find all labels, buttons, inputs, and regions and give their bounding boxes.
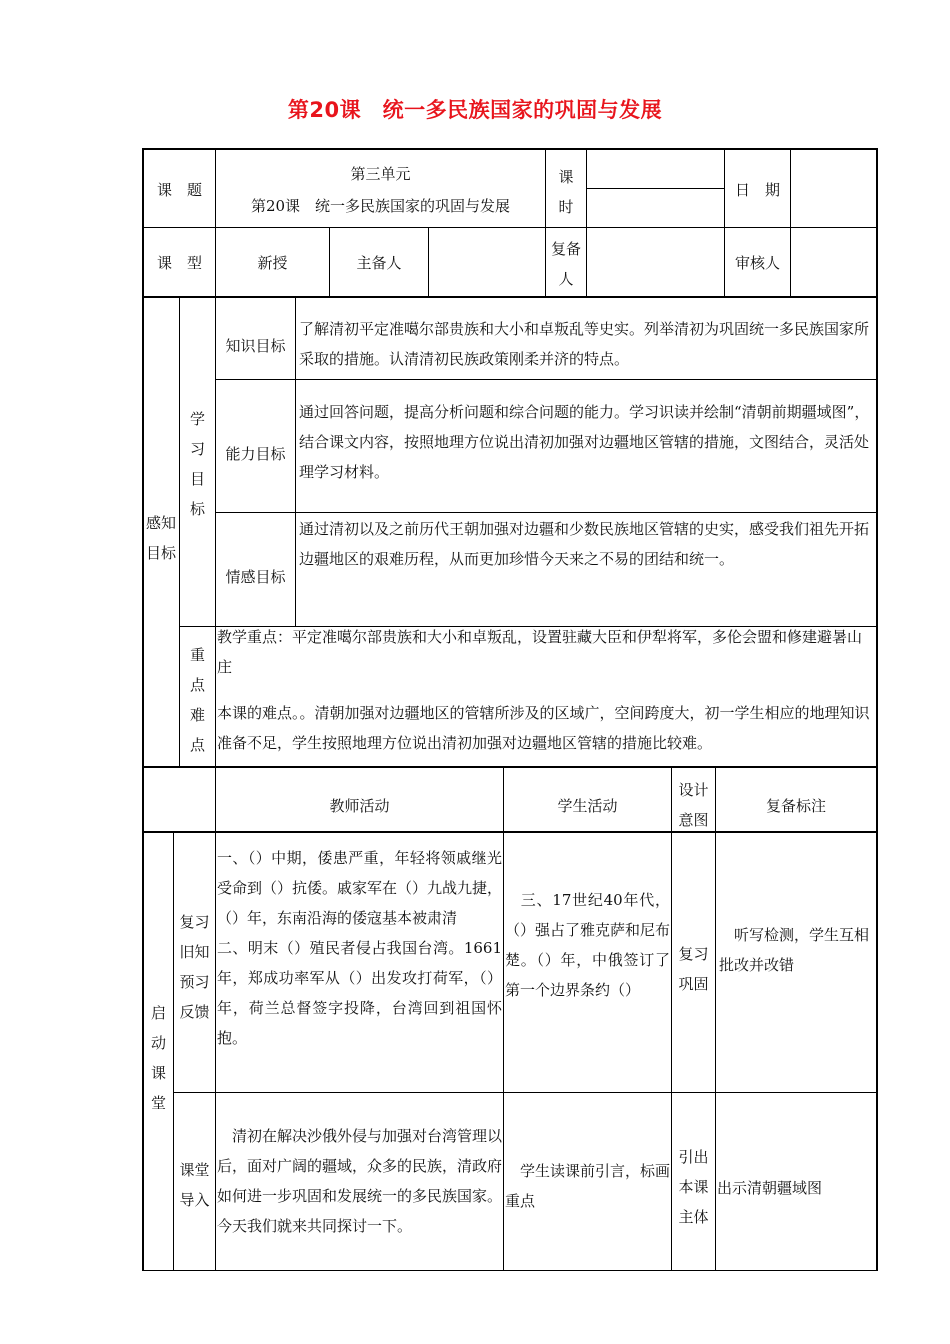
cell-zhubei-label xyxy=(329,227,429,298)
cell-row2-label xyxy=(173,1092,216,1271)
unit-name: 第三单元 xyxy=(350,165,411,183)
cell-riqi-value xyxy=(790,148,878,228)
shenhe-label: 审核人 xyxy=(734,254,780,272)
emotion-text: 通过清初以及之前历代王朝加强对边疆和少数民族地区管辖的史实，感受我们祖先开拓边疆地区的艰难历程，从而更加珍惜今天来之不易的团结和统一。 xyxy=(299,520,870,568)
design-intent-header: 设计 意图 xyxy=(678,781,709,829)
cell-keti-label xyxy=(142,148,216,228)
keti-label: 课 题 xyxy=(156,181,202,199)
cell-review-header xyxy=(715,766,878,832)
cell-student-header xyxy=(503,766,672,832)
cell-shenhe-value xyxy=(790,227,878,298)
cell-row2-design xyxy=(671,1092,716,1271)
cell-knowledge-label xyxy=(215,296,296,380)
cell-design-header xyxy=(671,766,716,832)
cell-key-text xyxy=(215,626,878,767)
ability-label: 能力目标 xyxy=(225,445,286,463)
key-label: 重 点 难 点 xyxy=(189,646,205,754)
keshi-label: 课 时 xyxy=(558,168,574,216)
cell-row1-review xyxy=(715,831,878,1093)
cell-fubei-value xyxy=(586,227,725,298)
row1-label: 复习 旧知 预习 反馈 xyxy=(179,913,210,1021)
kexing-value: 新授 xyxy=(257,254,288,272)
row2-student-text: 学生读课前引言，标画重点 xyxy=(505,1162,671,1210)
row1-student-text: 三、17世纪40年代，（）强占了雅克萨和尼布楚。（）年，中俄签订了第一个边界条约（） xyxy=(505,891,671,999)
cell-keshi-value-1 xyxy=(586,148,725,189)
student-activity-header: 学生活动 xyxy=(557,797,618,815)
cell-kexing-value xyxy=(215,227,330,298)
row1-teacher-text: 一、（）中期，倭患严重，年轻将领戚继光受命到（）抗倭。戚家军在（）九战九捷，（）年，东南沿海的倭寇基本被肃清 二、明末（）殖民者侵占我国台湾。1661年，郑成功率军从（）出发攻打荷军，（）年，荷兰总督签字投降，台湾回到祖国怀抱。 xyxy=(217,849,503,1047)
cell-row2-review xyxy=(715,1092,878,1271)
teacher-activity-header: 教师活动 xyxy=(329,797,390,815)
fubei-label: 复备 人 xyxy=(550,240,581,288)
row1-design-text: 复习 巩固 xyxy=(678,945,709,993)
row2-teacher-text: 清初在解决沙俄外侵与加强对台湾管理以后，面对广阔的疆域，众多的民族，清政府如何进一步巩固和发展统一的多民族国家。今天我们就来共同探讨一下。 xyxy=(217,1127,503,1235)
cell-emotion-text xyxy=(295,512,878,627)
cell-study-label xyxy=(179,296,216,627)
row1-review-text: 听写检测，学生互相批改并改错 xyxy=(719,926,870,974)
row2-design-text: 引出 本课 主体 xyxy=(678,1148,709,1226)
cell-section-label xyxy=(142,831,174,1271)
cell-emotion-label xyxy=(215,512,296,627)
riqi-label: 日 期 xyxy=(734,181,780,199)
lesson-title: 第20课 统一多民族国家的巩固与发展 xyxy=(250,197,511,215)
cell-activity-blank xyxy=(142,766,216,832)
knowledge-label: 知识目标 xyxy=(225,337,286,355)
review-notes-header: 复备标注 xyxy=(765,797,826,815)
cell-knowledge-text xyxy=(295,296,878,380)
study-label: 学 习 目 标 xyxy=(189,410,205,518)
key-text-1: 教学重点：平定准噶尔部贵族和大小和卓叛乱，设置驻藏大臣和伊犁将军，多伦会盟和修建避暑山庄 xyxy=(217,628,863,676)
key-text-2: 本课的难点。。清朝加强对边疆地区的管辖所涉及的区域广，空间跨度大，初一学生相应的地理知识准备不足，学生按照地理方位说出清初加强对边疆地区管辖的措施比较难。 xyxy=(217,704,870,752)
cell-ability-label xyxy=(215,379,296,513)
kexing-label: 课 型 xyxy=(156,254,202,272)
knowledge-text: 了解清初平定准噶尔部贵族和大小和卓叛乱等史实。列举清初为巩固统一多民族国家所采取的措施。认清清初民族政策刚柔并济的特点。 xyxy=(299,320,870,368)
cell-riqi-label xyxy=(724,148,791,228)
zhubei-label: 主备人 xyxy=(356,254,402,272)
cell-row1-label xyxy=(173,831,216,1093)
cell-zhubei-value xyxy=(428,227,546,298)
cell-teacher-header xyxy=(215,766,504,832)
ability-text: 通过回答问题，提高分析问题和综合问题的能力。学习识读并绘制“清朝前期疆域图”，结合课文内容，按照地理方位说出清初加强对边疆地区管辖的措施，文图结合，灵活处理学习材料。 xyxy=(299,403,870,481)
goals-group-label: 感知 目标 xyxy=(146,514,177,562)
cell-lesson xyxy=(215,148,546,228)
row2-label: 课堂 导入 xyxy=(179,1161,210,1209)
cell-row2-student xyxy=(503,1092,672,1271)
cell-row1-student xyxy=(503,831,672,1093)
row2-review-text: 出示清朝疆域图 xyxy=(717,1179,823,1197)
section-label: 启 动 课 堂 xyxy=(150,1004,166,1112)
cell-kexing-label xyxy=(142,227,216,298)
emotion-label: 情感目标 xyxy=(225,568,286,586)
page-title: 第20课 统一多民族国家的巩固与发展 xyxy=(287,98,663,122)
cell-shenhe-label xyxy=(724,227,791,298)
cell-fubei-label xyxy=(545,227,587,298)
cell-ability-text xyxy=(295,379,878,513)
cell-row1-teacher xyxy=(215,831,504,1093)
cell-row2-teacher xyxy=(215,1092,504,1271)
cell-row1-design xyxy=(671,831,716,1093)
cell-keshi-value-2 xyxy=(586,188,725,228)
cell-keshi-label xyxy=(545,148,587,228)
cell-key-label xyxy=(179,626,216,767)
cell-goals-group xyxy=(142,296,180,767)
